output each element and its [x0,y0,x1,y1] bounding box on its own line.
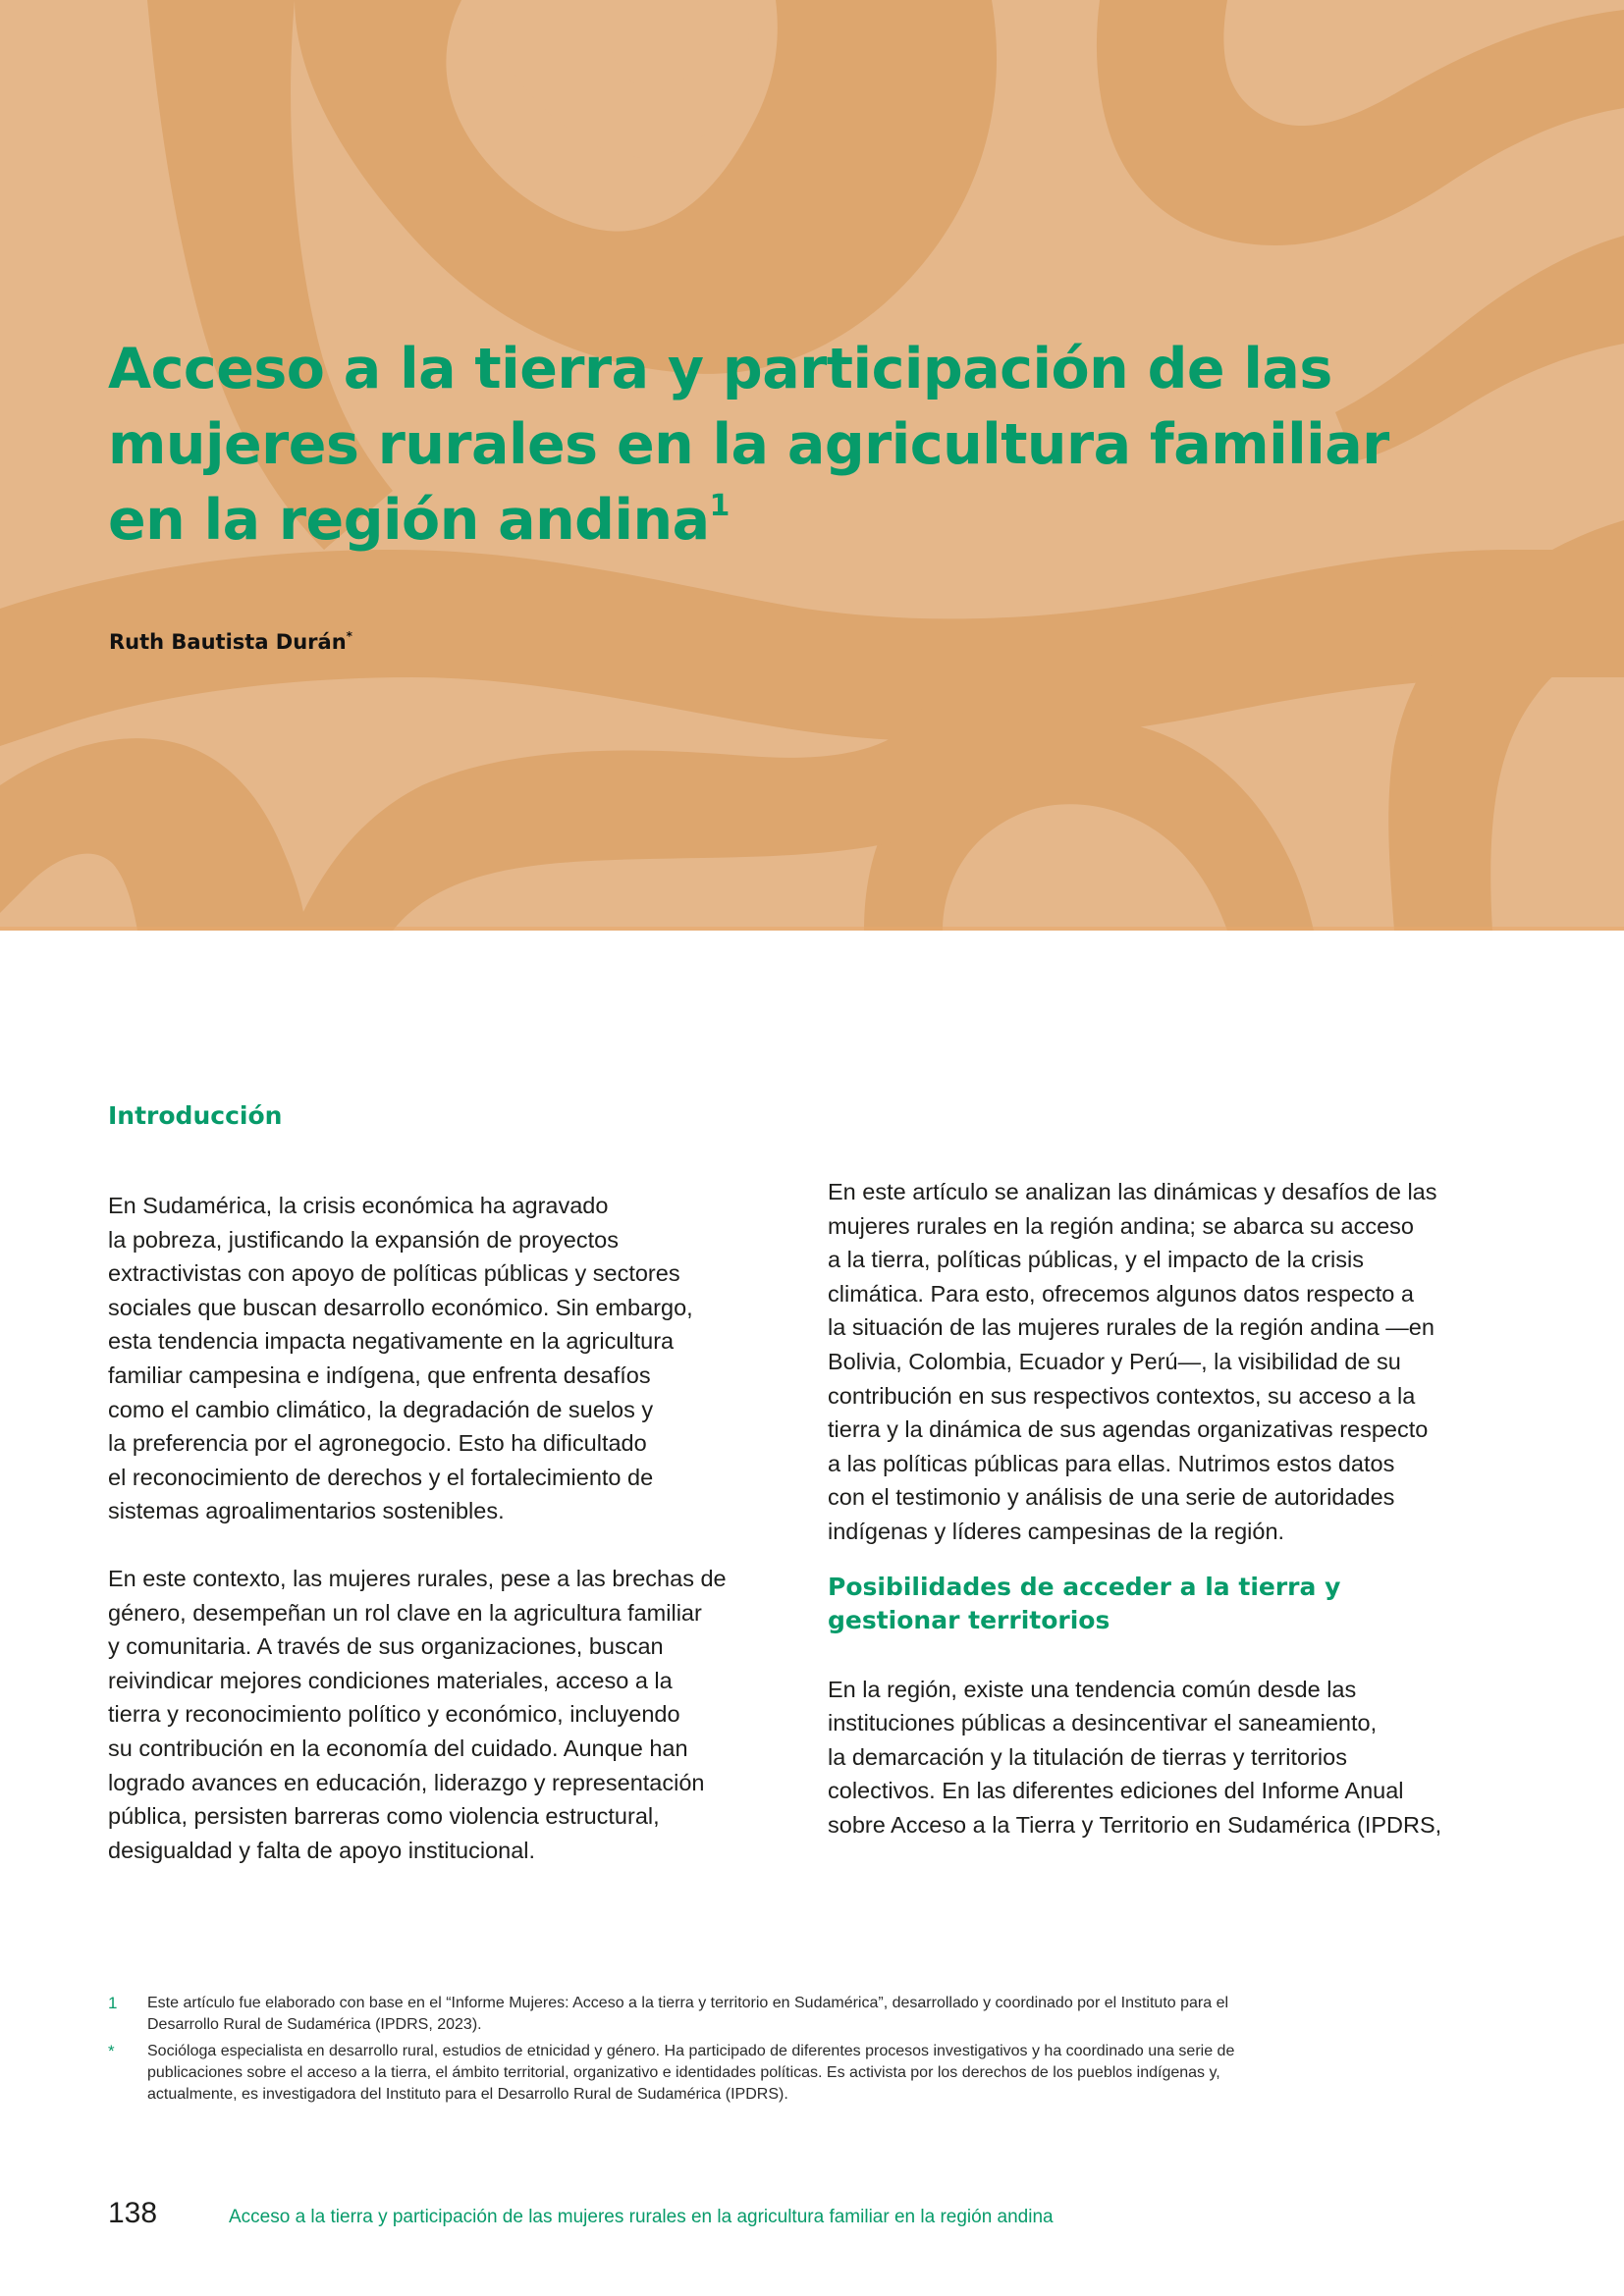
text-line: familiar campesina e indígena, que enfrenta desafíos [108,1362,651,1388]
text-line: esta tendencia impacta negativamente en la agricultura [108,1328,675,1355]
text-line: a las políticas públicas para ellas. Nutrimos estos datos [828,1450,1395,1476]
text-line: En este contexto, las mujeres rurales, pese a las brechas de [108,1565,727,1591]
text-line: Bolivia, Colombia, Ecuador y Perú—, la visibilidad de su [828,1348,1401,1374]
text-line: desigualdad y falta de apoyo institucional. [108,1837,536,1863]
footnote-line: actualmente, es investigadora del Instituto para el Desarrollo Rural de Sudamérica (IPDRS). [147,2086,788,2103]
text-line: con el testimonio y análisis de una serie de autoridades [828,1484,1395,1511]
text-line: indígenas y líderes campesinas de la región. [828,1518,1285,1544]
body-paragraph [108,1562,795,1867]
footnote-mark: * [108,2042,115,2060]
author-footnote-reference[interactable]: * [346,629,352,643]
section-heading-introduccion: Introducción [108,1101,283,1130]
text-line: la pobreza, justificando la expansión de proyectos [108,1226,619,1253]
text-line: a la tierra, políticas públicas, y el impacto de la crisis [828,1247,1364,1273]
text-line: género, desempeñan un rol clave en la agricultura familiar [108,1599,702,1626]
text-line: En Sudamérica, la crisis económica ha agravado [108,1193,609,1218]
footnote-text [147,2041,1234,2106]
text-line: el reconocimiento de derechos y el fortalecimiento de [108,1464,654,1490]
footnote-1 [108,1993,1532,2036]
page-footer [108,2197,1532,2230]
text-line: pública, persisten barreras como violencia estructural, [108,1803,660,1830]
body-paragraph [108,1189,795,1528]
text-line: como el cambio climático, la degradación de suelos y [108,1396,654,1422]
footnote-line: Desarrollo Rural de Sudamérica (IPDRS, 2023). [147,2016,482,2033]
author-name: Ruth Bautista Durán [109,630,347,654]
text-line: tierra y reconocimiento político y económico, incluyendo [108,1701,680,1728]
text-line: su contribución en la economía del cuidado. Aunque han [108,1735,688,1761]
text-line: sobre Acceso a la Tierra y Territorio en Sudamérica (IPDRS, [828,1811,1442,1838]
footnote-line: publicaciones sobre el acceso a la tierra, el ámbito territorial, organizativo e identidades políticas. Es activista por los derechos de los pueblos indígenas y, [147,2064,1220,2081]
title-line: Acceso a la tierra y participación de las [108,337,1332,401]
footnote-mark: 1 [108,1994,118,2012]
footnote-line: Este artículo fue elaborado con base en el “Informe Mujeres: Acceso a la tierra y territorio en Sudamérica”, desarrollado y coordinado por el Instituto para el [147,1995,1229,2011]
article-title [108,332,1389,559]
page-number: 138 [108,2197,158,2229]
title-line [108,483,1384,559]
title-line-text: en la región andina [108,488,710,553]
text-line: En la región, existe una tendencia común desde las [828,1676,1357,1702]
text-line: mujeres rurales en la región andina; se abarca su acceso [828,1212,1414,1239]
text-line: la situación de las mujeres rurales de la región andina —en [828,1314,1435,1341]
footnotes [108,1993,1532,2110]
text-line: tierra y la dinámica de sus agendas organizativas respecto [828,1416,1429,1443]
text-line: reivindicar mejores condiciones materiales, acceso a la [108,1667,673,1693]
text-line: instituciones públicas a desincentivar el saneamiento, [828,1710,1378,1736]
body-paragraph [828,1175,1515,1549]
right-column [828,1175,1515,1842]
left-column [108,1099,795,1867]
text-line: climática. Para esto, ofrecemos algunos datos respecto a [828,1280,1414,1307]
text-line: logrado avances en educación, liderazgo y representación [108,1769,705,1795]
text-line: y comunitaria. A través de sus organizaciones, buscan [108,1633,664,1660]
text-line: la demarcación y la titulación de tierras y territorios [828,1743,1347,1770]
author-byline [109,630,352,654]
running-title: Acceso a la tierra y participación de las mujeres rurales en la agricultura familiar en la región andina [229,2207,1054,2227]
text-line: extractivistas con apoyo de políticas públicas y sectores [108,1260,680,1287]
title-footnote-reference[interactable]: 1 [709,489,730,523]
text-line: colectivos. En las diferentes ediciones del Informe Anual [828,1778,1404,1804]
text-line: contribución en sus respectivos contextos, su acceso a la [828,1382,1416,1409]
text-line: sistemas agroalimentarios sostenibles. [108,1498,505,1524]
title-line: mujeres rurales en la agricultura familiar [108,412,1389,477]
heading-line: gestionar territorios [828,1605,1110,1634]
footnote-line: Socióloga especialista en desarrollo rural, estudios de etnicidad y género. Ha participado de diferentes procesos investigativos y ha coordinado una serie de [147,2043,1235,2059]
section-heading-posibilidades [828,1571,1515,1637]
text-line: la preferencia por el agronegocio. Esto ha dificultado [108,1430,647,1457]
heading-line: Posibilidades de acceder a la tierra y [828,1572,1341,1601]
footnote-text [147,1993,1228,2036]
text-line: sociales que buscan desarrollo económico. Sin embargo, [108,1294,693,1320]
footnote-author [108,2041,1532,2106]
body-paragraph [828,1673,1515,1842]
text-line: En este artículo se analizan las dinámicas y desafíos de las [828,1179,1437,1204]
